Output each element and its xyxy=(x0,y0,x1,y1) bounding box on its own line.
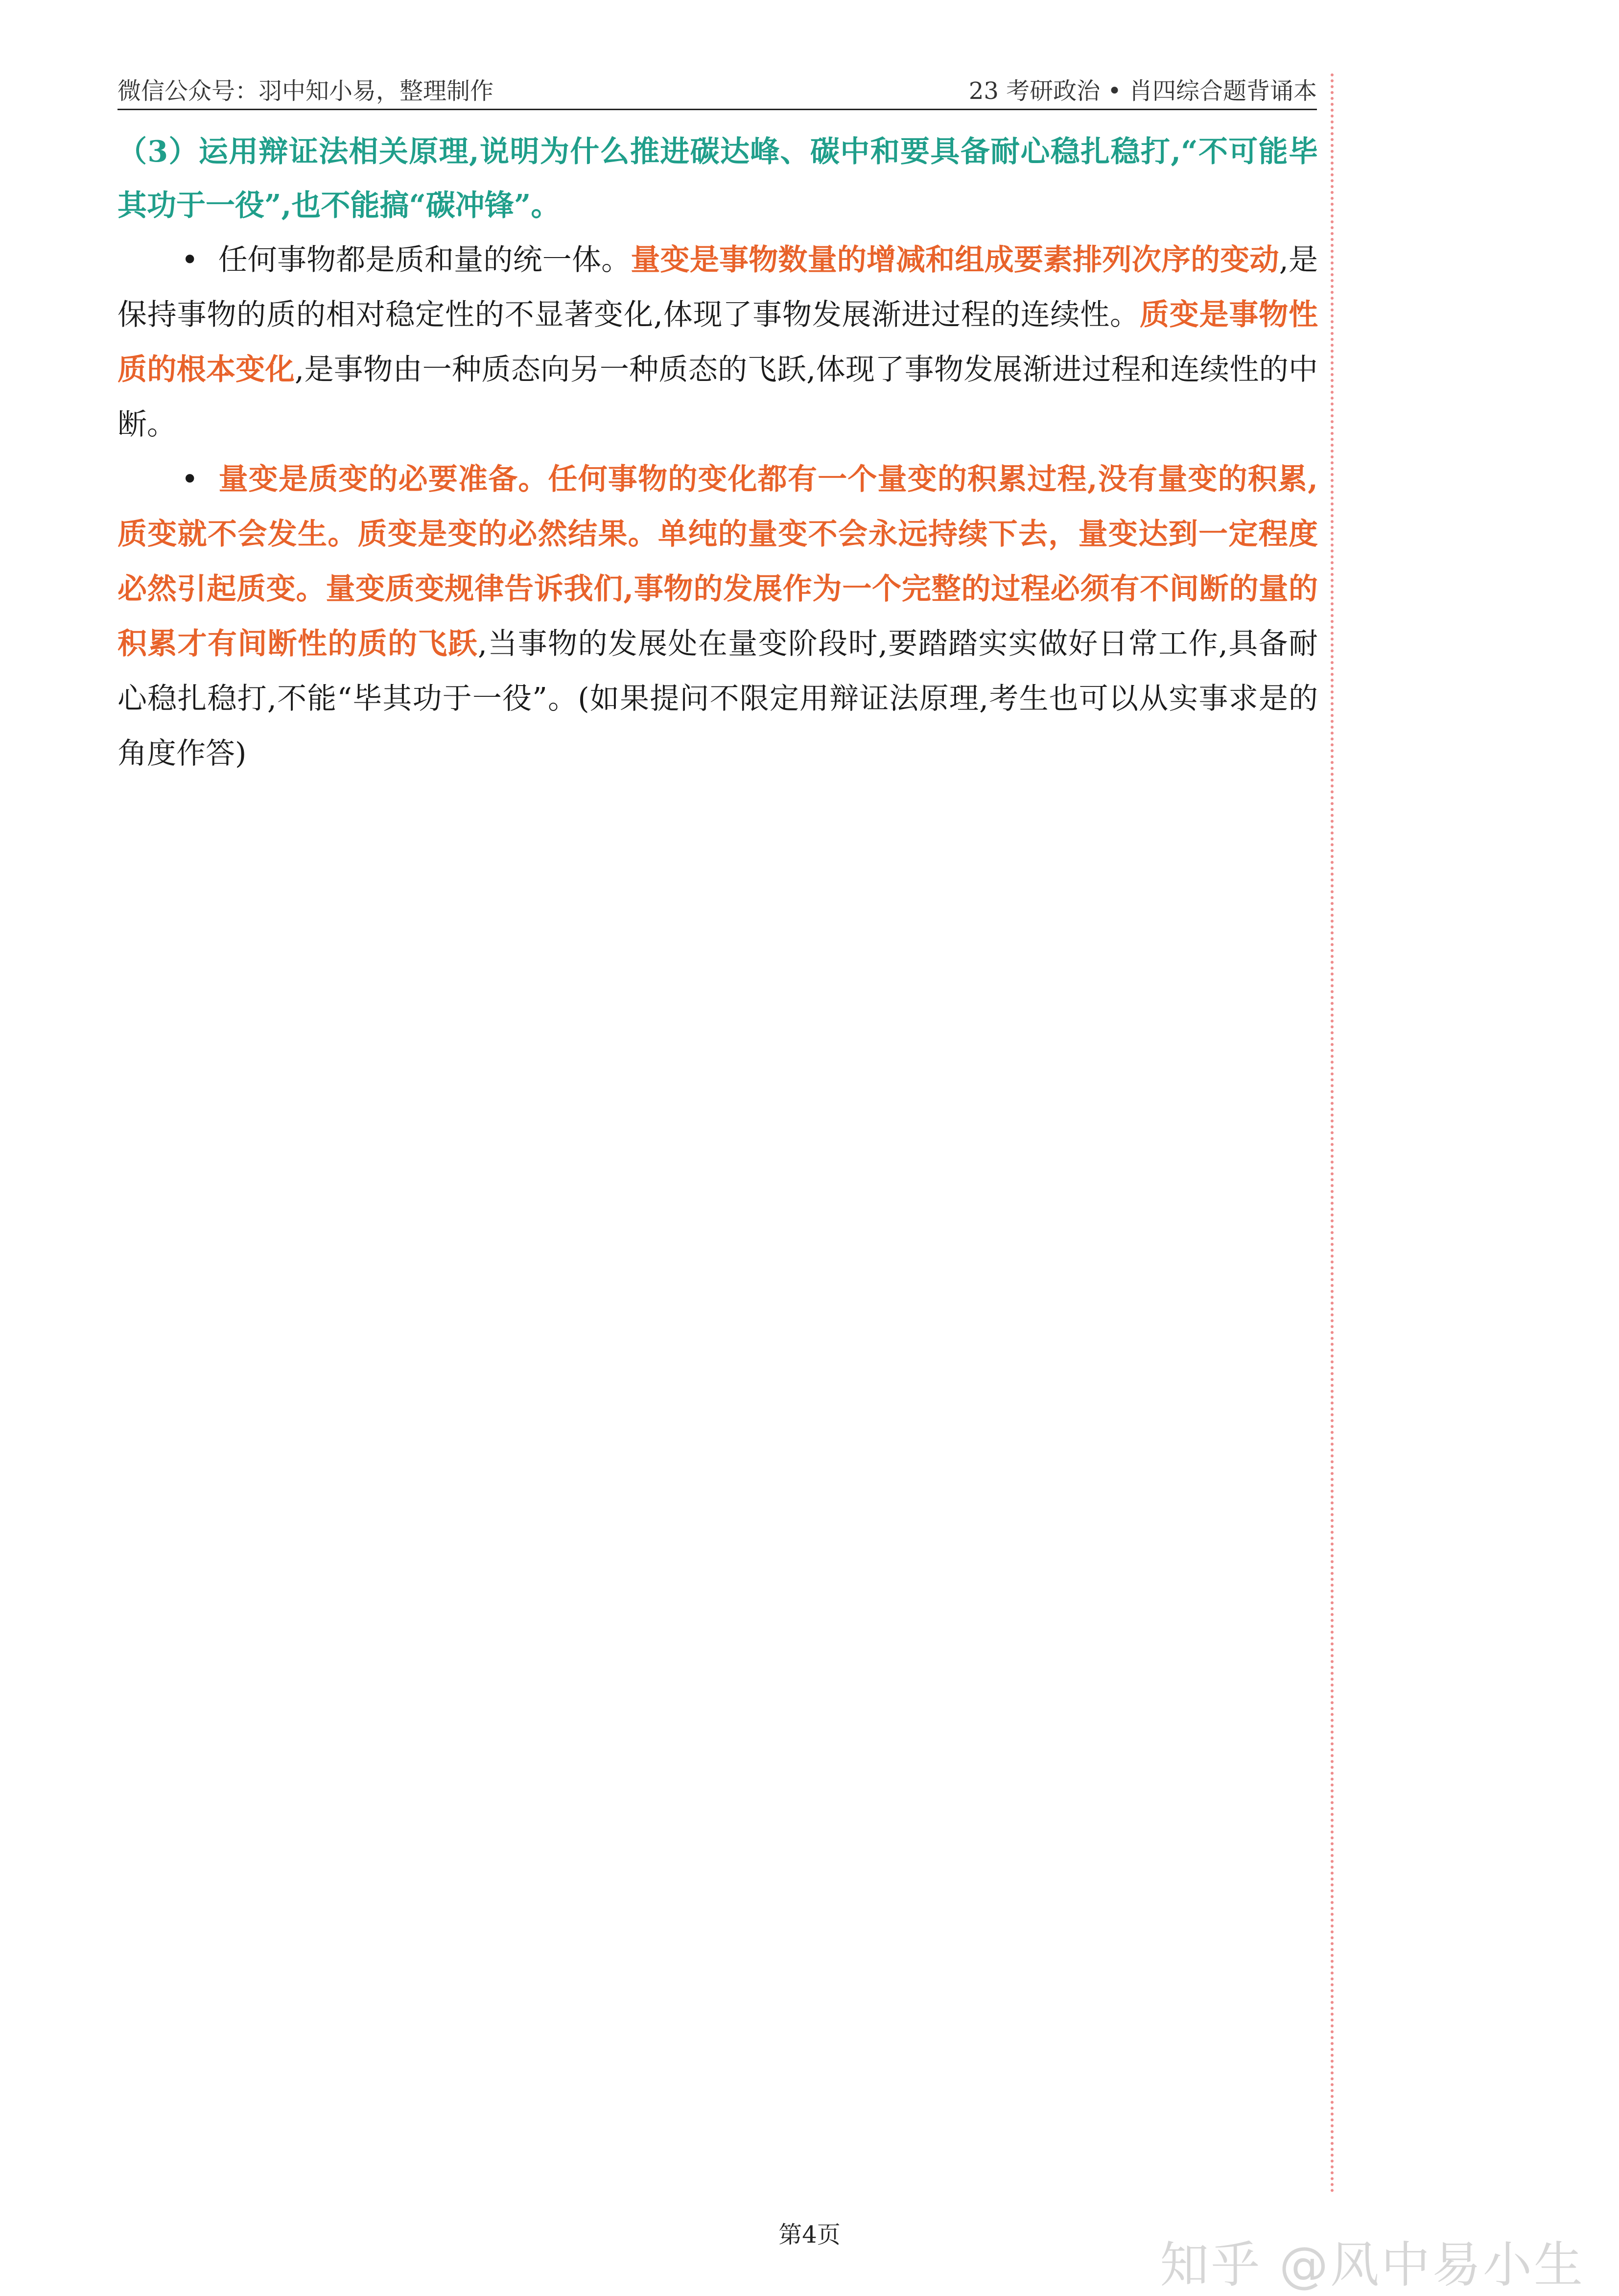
page-header xyxy=(117,73,1317,110)
page-number: 第4页 xyxy=(778,2221,841,2249)
zhihu-watermark: 知乎 @风中易小生 xyxy=(1160,2236,1585,2294)
highlight-segment: 量变是事物数量的增减和组成要素排列次序的变动 xyxy=(631,243,1279,277)
header-source: 微信公众号：羽中知小易，整理制作 xyxy=(117,77,494,105)
highlight-segment: 质变是事物性质的根本变化 xyxy=(117,298,1318,387)
text-segment: 任何事物都是质和量的统一体。 xyxy=(218,243,631,277)
main-content xyxy=(117,125,1318,781)
highlight-segment: 量变是质变的必要准备。任何事物的变化都有一个量变的积累过程,没有量变的积累,质变就不会发生。质变是变的必然结果。单纯的量变不会永远持续下去，量变达到一定程度必然引起质变。量变质变规律告诉我们,事物的发展作为一个完整的过程必须有不间断的量的积累才有间断性的质的飞跃 xyxy=(117,462,1318,661)
text-segment: ,是保持事物的质的相对稳定性的不显著变化,体现了事物发展渐进过程的连续性。 xyxy=(117,243,1318,332)
text-segment: ,是事物由一种质态向另一种质态的飞跃,体现了事物发展渐进过程和连续性的中断。 xyxy=(117,353,1318,442)
bullet-icon: • xyxy=(181,243,199,277)
question-heading: （3）运用辩证法相关原理,说明为什么推进碳达峰、碳中和要具备耐心稳扎稳打,“不可能毕其功于一役”,也不能搞“碳冲锋”。 xyxy=(117,135,1318,223)
answer-paragraph-2 xyxy=(117,452,1318,781)
bullet-icon: • xyxy=(181,462,199,497)
text-segment: ,当事物的发展处在量变阶段时,要踏踏实实做好日常工作,具备耐心稳扎稳打,不能“毕其功于一役”。(如果提问不限定用辩证法原理,考生也可以从实事求是的角度作答) xyxy=(117,627,1318,771)
margin-dotted-line xyxy=(1331,73,1334,2194)
answer-paragraph-1 xyxy=(117,233,1318,452)
header-title: 23 考研政治 • 肖四综合题背诵本 xyxy=(968,77,1317,105)
